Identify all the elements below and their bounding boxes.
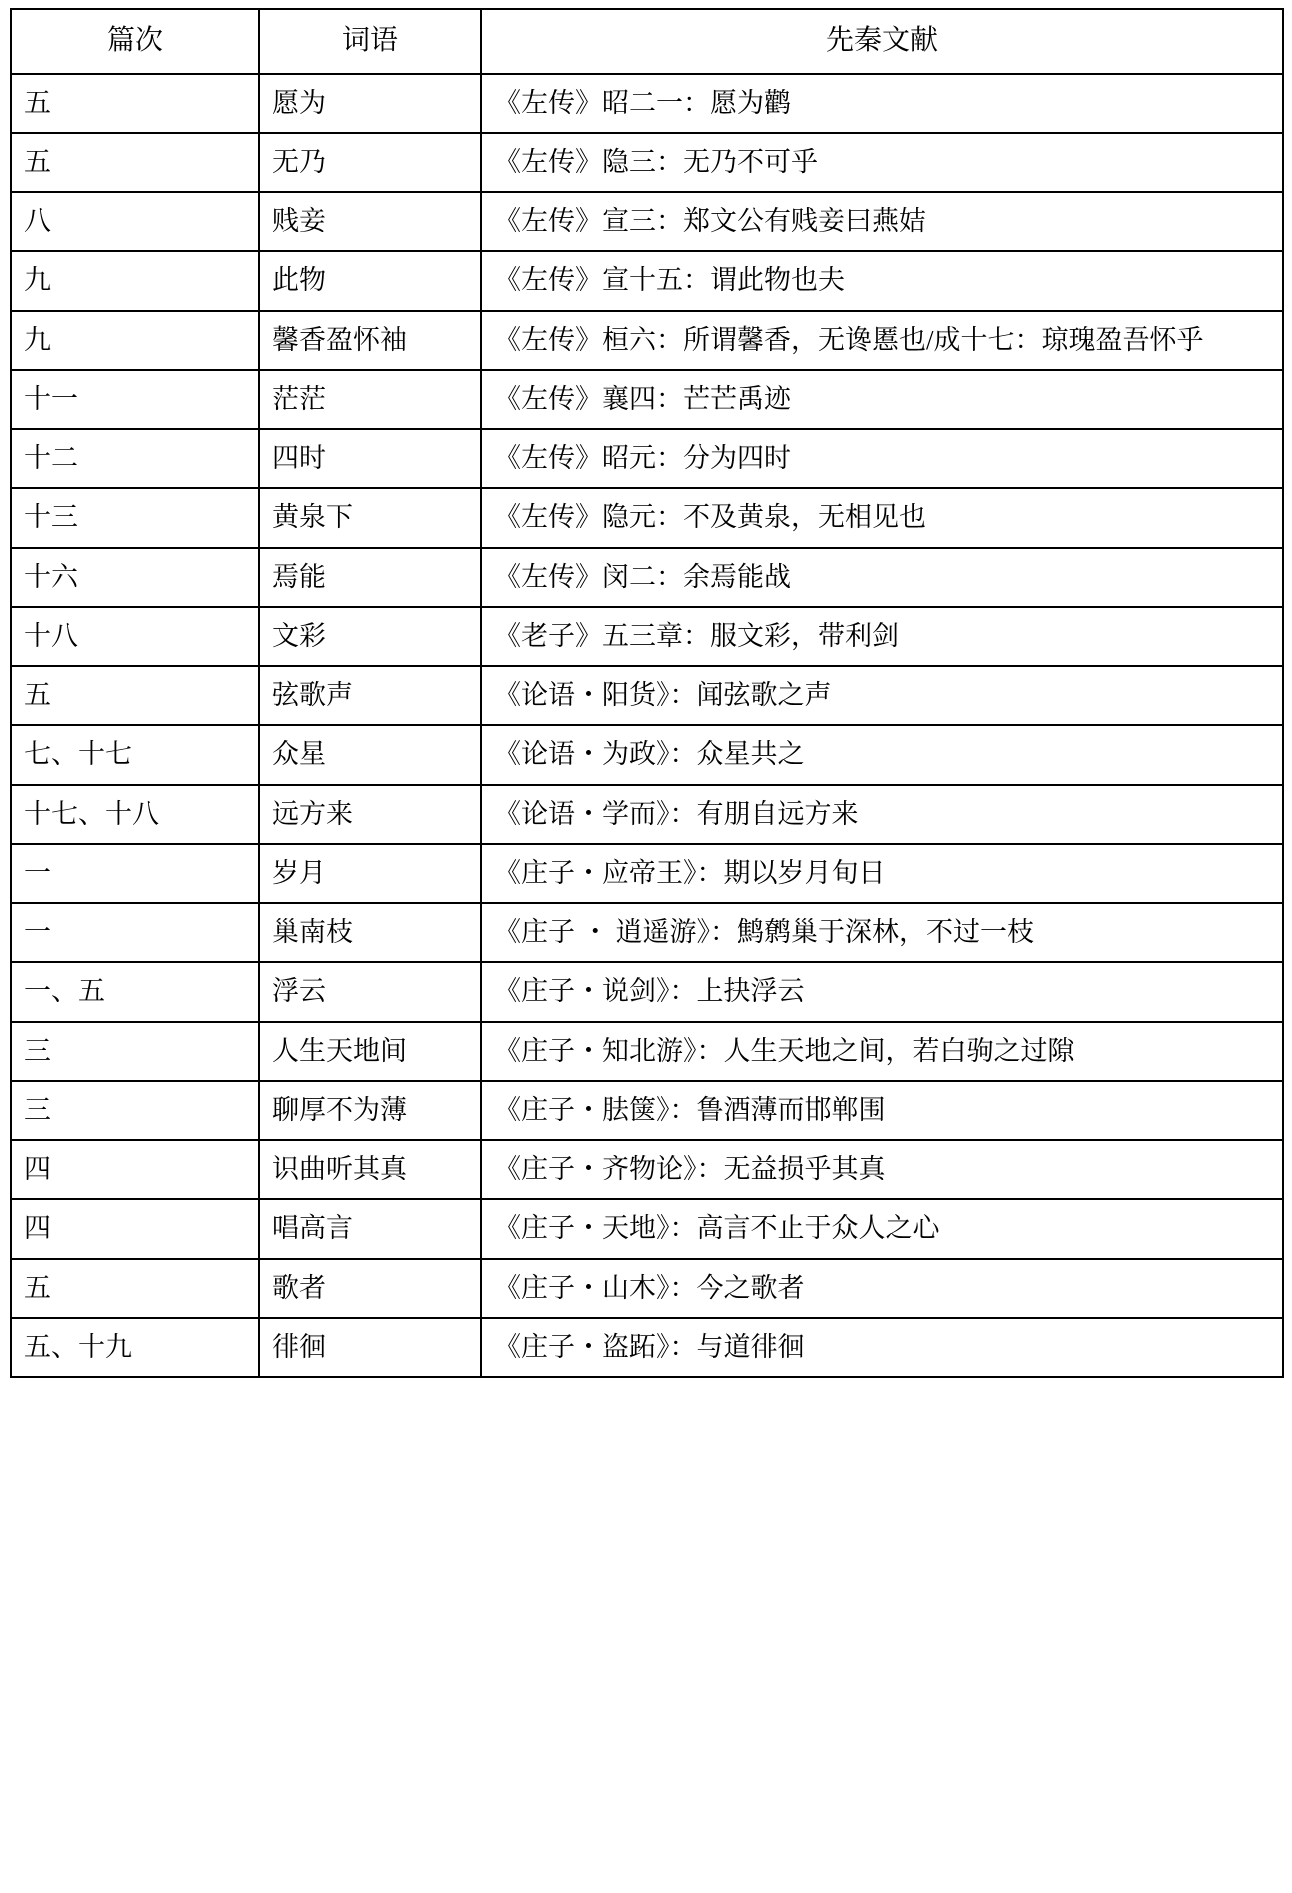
cell-wenxian: 《左传》昭二一：愿为鹳: [481, 74, 1283, 133]
cell-wenxian: 《左传》襄四：芒芒禹迹: [481, 370, 1283, 429]
cell-bianci: 十八: [11, 607, 259, 666]
cell-ciyu: 无乃: [259, 133, 481, 192]
cell-ciyu: 愿为: [259, 74, 481, 133]
cell-bianci: 十二: [11, 429, 259, 488]
table-row: [11, 1140, 1283, 1199]
table-row: [11, 607, 1283, 666]
cell-ciyu: 馨香盈怀袖: [259, 311, 481, 370]
cell-ciyu: 人生天地间: [259, 1022, 481, 1081]
cell-wenxian: 《左传》桓六：所谓馨香，无谗慝也/成十七：琼瑰盈吾怀乎: [481, 311, 1283, 370]
cell-bianci: 五: [11, 1259, 259, 1318]
cell-wenxian: 《左传》隐元：不及黄泉，无相见也: [481, 488, 1283, 547]
cell-bianci: 三: [11, 1022, 259, 1081]
cell-ciyu: 茫茫: [259, 370, 481, 429]
reference-table: [10, 8, 1284, 1378]
table-row: [11, 785, 1283, 844]
cell-wenxian: 《老子》五三章：服文彩，带利剑: [481, 607, 1283, 666]
cell-bianci: 四: [11, 1140, 259, 1199]
cell-ciyu: 四时: [259, 429, 481, 488]
cell-bianci: 五: [11, 74, 259, 133]
cell-wenxian: 《论语・学而》：有朋自远方来: [481, 785, 1283, 844]
cell-bianci: 五: [11, 666, 259, 725]
table-row: [11, 725, 1283, 784]
table-row: [11, 1081, 1283, 1140]
cell-bianci: 五: [11, 133, 259, 192]
cell-bianci: 十三: [11, 488, 259, 547]
column-header-wenxian: 先秦文献: [481, 9, 1283, 74]
cell-wenxian: 《庄子・盗跖》：与道徘徊: [481, 1318, 1283, 1377]
cell-wenxian: 《庄子 ・ 逍遥游》：鹪鹩巢于深林，不过一枝: [481, 903, 1283, 962]
table-row: [11, 192, 1283, 251]
column-header-ciyu: 词语: [259, 9, 481, 74]
table-row: [11, 370, 1283, 429]
cell-wenxian: 《左传》宣十五：谓此物也夫: [481, 251, 1283, 310]
cell-ciyu: 歌者: [259, 1259, 481, 1318]
cell-wenxian: 《左传》闵二：余焉能战: [481, 548, 1283, 607]
cell-wenxian: 《左传》隐三：无乃不可乎: [481, 133, 1283, 192]
cell-ciyu: 弦歌声: [259, 666, 481, 725]
cell-bianci: 七、十七: [11, 725, 259, 784]
cell-bianci: 一: [11, 844, 259, 903]
cell-ciyu: 贱妾: [259, 192, 481, 251]
column-header-bianci: 篇次: [11, 9, 259, 74]
cell-wenxian: 《庄子・胠箧》：鲁酒薄而邯郸围: [481, 1081, 1283, 1140]
cell-ciyu: 巢南枝: [259, 903, 481, 962]
cell-bianci: 十一: [11, 370, 259, 429]
table-row: [11, 311, 1283, 370]
table-header-row: [11, 9, 1283, 74]
cell-wenxian: 《庄子・齐物论》：无益损乎其真: [481, 1140, 1283, 1199]
cell-ciyu: 岁月: [259, 844, 481, 903]
cell-ciyu: 此物: [259, 251, 481, 310]
cell-wenxian: 《庄子・山木》：今之歌者: [481, 1259, 1283, 1318]
table-row: [11, 74, 1283, 133]
cell-bianci: 八: [11, 192, 259, 251]
cell-wenxian: 《庄子・应帝王》：期以岁月旬日: [481, 844, 1283, 903]
table-row: [11, 1259, 1283, 1318]
table-row: [11, 903, 1283, 962]
cell-bianci: 九: [11, 251, 259, 310]
table-row: [11, 666, 1283, 725]
cell-bianci: 三: [11, 1081, 259, 1140]
table-row: [11, 251, 1283, 310]
cell-ciyu: 唱高言: [259, 1199, 481, 1258]
table-body: [11, 74, 1283, 1378]
cell-ciyu: 识曲听其真: [259, 1140, 481, 1199]
cell-bianci: 十六: [11, 548, 259, 607]
cell-ciyu: 聊厚不为薄: [259, 1081, 481, 1140]
cell-bianci: 十七、十八: [11, 785, 259, 844]
table-row: [11, 1022, 1283, 1081]
cell-ciyu: 远方来: [259, 785, 481, 844]
table-row: [11, 548, 1283, 607]
cell-bianci: 一、五: [11, 962, 259, 1021]
cell-ciyu: 文彩: [259, 607, 481, 666]
table-row: [11, 429, 1283, 488]
table-row: [11, 844, 1283, 903]
cell-wenxian: 《论语・为政》：众星共之: [481, 725, 1283, 784]
table-row: [11, 1318, 1283, 1377]
cell-wenxian: 《左传》宣三：郑文公有贱妾曰燕姞: [481, 192, 1283, 251]
cell-ciyu: 黄泉下: [259, 488, 481, 547]
cell-wenxian: 《庄子・说剑》：上抉浮云: [481, 962, 1283, 1021]
cell-wenxian: 《庄子・知北游》：人生天地之间，若白驹之过隙: [481, 1022, 1283, 1081]
table-row: [11, 133, 1283, 192]
cell-wenxian: 《左传》昭元：分为四时: [481, 429, 1283, 488]
table-row: [11, 962, 1283, 1021]
table-row: [11, 1199, 1283, 1258]
table-header: [11, 9, 1283, 74]
cell-ciyu: 浮云: [259, 962, 481, 1021]
cell-bianci: 九: [11, 311, 259, 370]
cell-ciyu: 众星: [259, 725, 481, 784]
cell-wenxian: 《论语・阳货》：闻弦歌之声: [481, 666, 1283, 725]
cell-ciyu: 焉能: [259, 548, 481, 607]
cell-wenxian: 《庄子・天地》：高言不止于众人之心: [481, 1199, 1283, 1258]
cell-bianci: 五、十九: [11, 1318, 259, 1377]
cell-bianci: 四: [11, 1199, 259, 1258]
cell-ciyu: 徘徊: [259, 1318, 481, 1377]
table-row: [11, 488, 1283, 547]
cell-bianci: 一: [11, 903, 259, 962]
